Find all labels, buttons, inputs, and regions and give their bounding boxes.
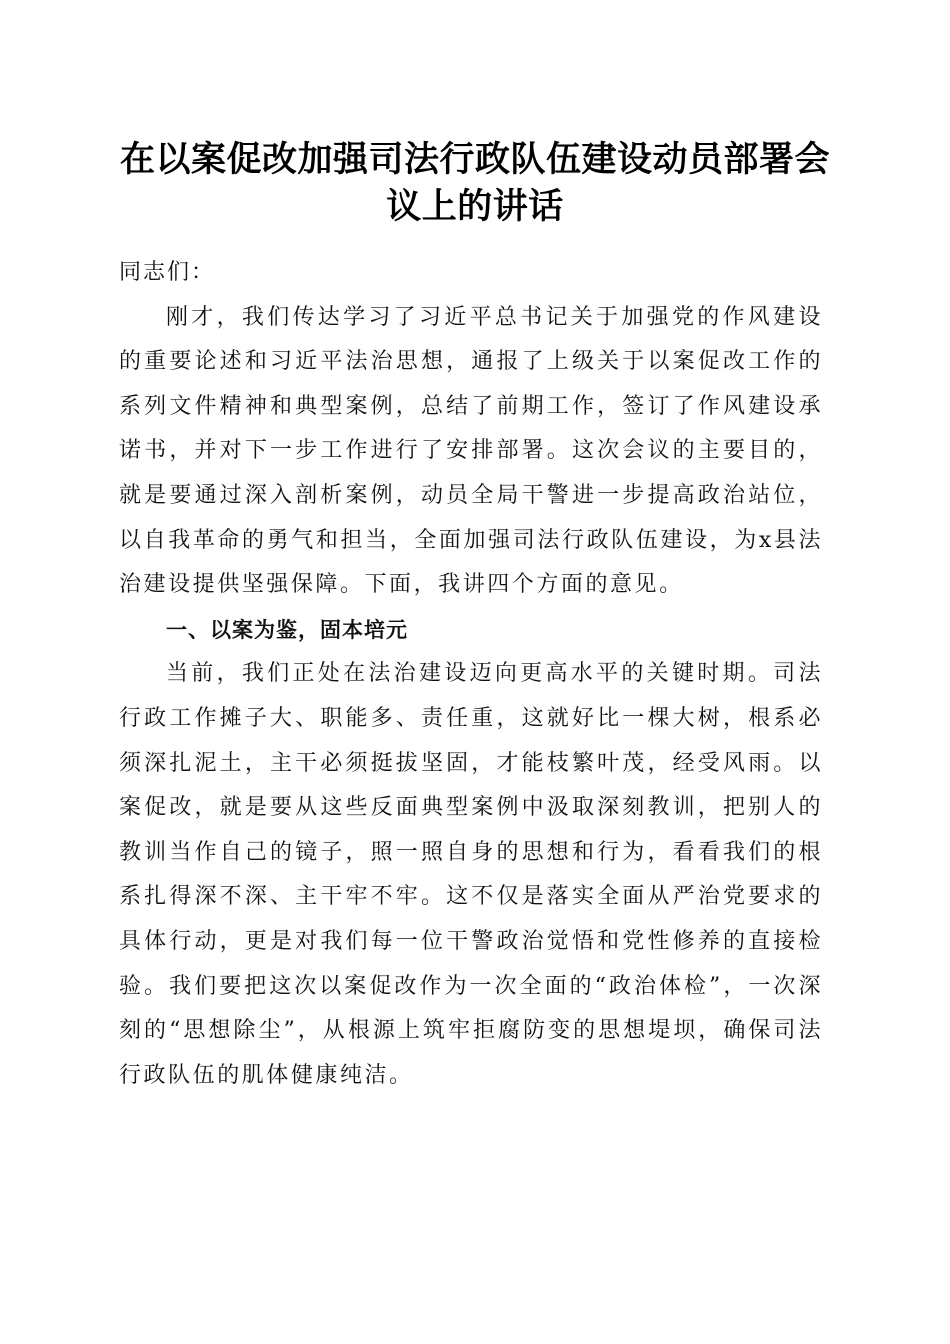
opening-paragraph: 刚才，我们传达学习了习近平总书记关于加强党的作风建设的重要论述和习近平法治思想，通报了上级关于以案促改工作的系列文件精神和典型案例，总结了前期工作，签订了作风建设承诺书，并对下一步工作进行了安排部署。这次会议的主要目的，就是要通过深入剖析案例，动员全局干警进一步提高政治站位，以自我革命的勇气和担当，全面加强司法行政队伍建设，为x县法治建设提供坚强保障。下面，我讲四个方面的意见。 xyxy=(119,304,823,598)
section-1-paragraph: 当前，我们正处在法治建设迈向更高水平的关键时期。司法行政工作摊子大、职能多、责任重，这就好比一棵大树，根系必须深扎泥土，主干必须挺拔坚固，才能枝繁叶茂，经受风雨。以案促改，就是要从这些反面典型案例中汲取深刻教训，把别人的教训当作自己的镜子，照一照自身的思想和行为，看看我们的根系扎得深不深、主干牢不牢。这不仅是落实全面从严治党要求的具体行动，更是对我们每一位干警政治觉悟和党性修养的直接检验。我们要把这次以案促改作为一次全面的“政治体检”，一次深刻的“思想除尘”，从根源上筑牢拒腐防变的思想堤坝，确保司法行政队伍的肌体健康纯洁。 xyxy=(119,661,823,1088)
document-body xyxy=(119,251,823,1098)
section-heading-1: 一、以案为鉴，固本培元 xyxy=(166,617,408,642)
document-title: 在以案促改加强司法行政队伍建设动员部署会议上的讲话 xyxy=(119,139,830,227)
salutation: 同志们： xyxy=(119,260,216,285)
